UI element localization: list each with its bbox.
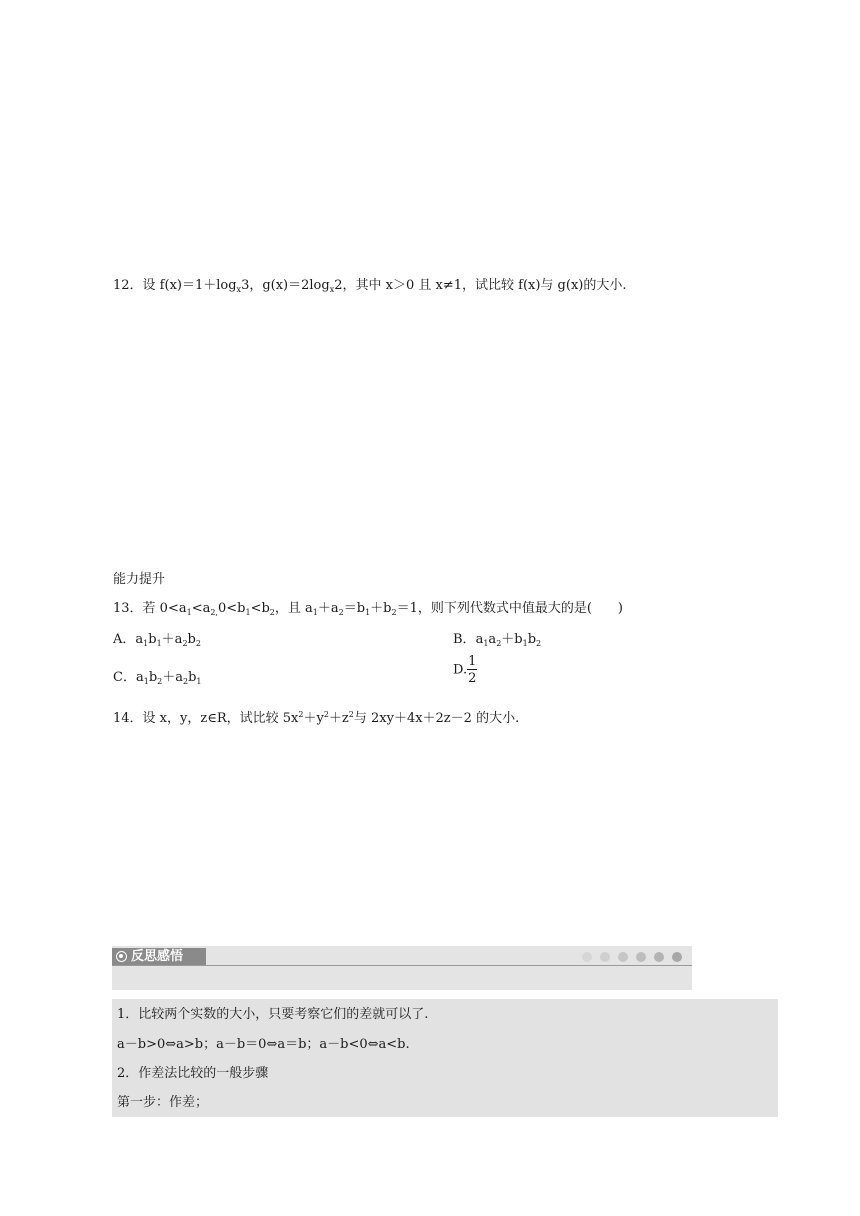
question-number: 13． bbox=[113, 601, 143, 616]
reflection-line: 2．作差法比较的一般步骤 bbox=[117, 1066, 269, 1081]
reflection-content bbox=[112, 999, 778, 1117]
question-13: 13．若 $0<a_1<a_{2,}0<b_1<b_2$，且 $a_1+a_2=b_1+b_2=1$，则下列代数式中值最大的是( ) bbox=[113, 601, 623, 617]
dot-icon bbox=[672, 952, 682, 962]
target-icon bbox=[116, 951, 127, 962]
reflection-line: 1．比较两个实数的大小，只要考察它们的差就可以了. bbox=[117, 1007, 429, 1022]
option-a[interactable]: A．$a_1b_1+a_2b_2$ bbox=[113, 632, 201, 648]
dot-icon bbox=[618, 952, 628, 962]
reflection-title: 反思感悟 bbox=[131, 949, 184, 964]
question-number: 14． bbox=[113, 711, 143, 726]
dot-icon bbox=[600, 952, 610, 962]
dot-icon bbox=[654, 952, 664, 962]
section-title: 能力提升 bbox=[113, 572, 166, 587]
question-14: 14．设 x，y，z∈R，试比较 $5x^2+y^2+z^2$与 2xy＋4x＋2z－2 的大小. bbox=[113, 710, 520, 726]
option-b[interactable]: B．$a_1a_2+b_1b_2$ bbox=[453, 632, 542, 648]
question-12: 12．设 $f(x)=1+\log_x3$，$g(x)=2\log_x2$，其中 x＞0 且 x≠1，试比较 f(x)与 g(x)的大小. bbox=[113, 278, 627, 294]
divider bbox=[112, 965, 692, 966]
decorative-dots bbox=[582, 952, 682, 962]
reflection-header bbox=[112, 946, 692, 990]
option-c[interactable]: C．$a_1b_2+a_2b_1$ bbox=[113, 670, 202, 686]
reflection-tab bbox=[112, 948, 206, 965]
question-number: 12． bbox=[113, 278, 143, 293]
reflection-line: a－b>0⇔a>b；a－b＝0⇔a＝b；a－b<0⇔a<b. bbox=[117, 1037, 410, 1052]
option-d[interactable]: D. $\frac{1}{2}$ bbox=[453, 654, 477, 686]
fraction: $\frac{1}{2}$ bbox=[468, 654, 477, 686]
dot-icon bbox=[582, 952, 592, 962]
dot-icon bbox=[636, 952, 646, 962]
reflection-line: 第一步：作差； bbox=[117, 1095, 209, 1110]
